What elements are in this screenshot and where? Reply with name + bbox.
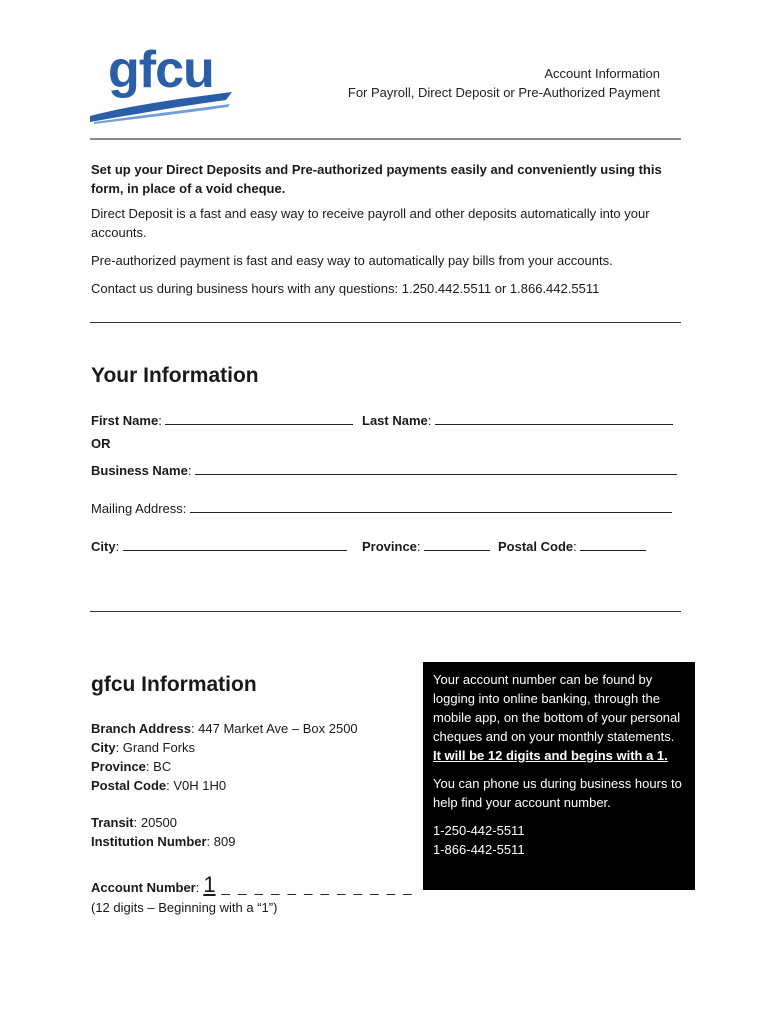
branch-city: City: Grand Forks: [91, 740, 196, 755]
account-digit-blanks[interactable]: _ _ _ _ _ _ _ _ _ _ _ _: [221, 879, 414, 896]
mailing-address-line[interactable]: [190, 499, 672, 513]
section-divider-1: [90, 322, 681, 323]
city-label: City: [91, 539, 116, 554]
branch-postal-code: Postal Code: V0H 1H0: [91, 778, 227, 793]
gfcu-logo: [86, 42, 236, 122]
header-subtitle: For Payroll, Direct Deposit or Pre-Authorized Payment: [347, 85, 660, 100]
document-header: [348, 64, 660, 102]
account-number-label: Account Number: [91, 880, 196, 895]
callout-where-to-find: Your account number can be found by logging into online banking, through the mobile app, on the bottom of your personal cheques and on your monthly statements. It will be 12 digits and begins with a 1.: [433, 672, 681, 763]
province-field[interactable]: Province:: [362, 537, 490, 554]
postal-code-field[interactable]: Postal Code:: [498, 537, 646, 554]
last-name-label: Last Name: [362, 413, 428, 428]
gfcu-information-heading: gfcu Information: [91, 673, 257, 696]
intro-section: [91, 160, 681, 307]
city-field[interactable]: City:: [91, 537, 347, 554]
branch-province: Province: BC: [91, 759, 172, 774]
your-information-heading: Your Information: [91, 364, 259, 387]
business-name-line[interactable]: [195, 461, 677, 475]
account-number-field[interactable]: Account Number: 1 _ _ _ _ _ _ _ _ _ _ _ _: [91, 872, 414, 897]
province-label: Province: [362, 539, 417, 554]
branch-info: [91, 719, 358, 795]
branch-address: Branch Address: 447 Market Ave – Box 2500: [91, 721, 358, 736]
logo-swoosh-icon: [86, 84, 236, 124]
logo-text: gfcu: [108, 41, 214, 99]
account-help-callout: [423, 662, 695, 890]
callout-phone-2: 1-866-442-5511: [433, 842, 525, 857]
first-name-line[interactable]: [165, 411, 353, 425]
account-number-note: (12 digits – Beginning with a “1”): [91, 900, 278, 915]
or-label: OR: [91, 436, 111, 451]
province-line[interactable]: [424, 537, 490, 551]
callout-phone-help: You can phone us during business hours to help find your account number.: [433, 776, 682, 810]
intro-contact: Contact us during business hours with any questions: 1.250.442.5511 or 1.866.442.5511: [91, 281, 600, 296]
first-name-label: First Name: [91, 413, 159, 428]
business-name-label: Business Name: [91, 463, 188, 478]
intro-direct-deposit: Direct Deposit is a fast and easy way to receive payroll and other deposits automatically into your accounts.: [91, 206, 650, 240]
callout-phone-1: 1-250-442-5511: [433, 823, 525, 838]
business-name-field[interactable]: Business Name:: [91, 461, 677, 478]
intro-preauthorized: Pre-authorized payment is fast and easy way to automatically pay bills from your accounts.: [91, 253, 613, 268]
institution-number: Institution Number: 809: [91, 834, 236, 849]
header-title: Account Information: [544, 66, 660, 81]
postal-code-line[interactable]: [580, 537, 646, 551]
transit-number: Transit: 20500: [91, 815, 178, 830]
city-line[interactable]: [123, 537, 347, 551]
intro-lead: Set up your Direct Deposits and Pre-authorized payments easily and conveniently using this form, in place of a void cheque.: [91, 162, 662, 196]
header-divider: [90, 138, 681, 140]
account-first-digit: 1: [203, 872, 216, 897]
routing-info: [91, 813, 235, 851]
section-divider-2: [90, 611, 681, 612]
mailing-address-label: Mailing Address: [91, 501, 183, 516]
callout-emphasis: It will be 12 digits and begins with a 1.: [433, 748, 668, 763]
mailing-address-field[interactable]: Mailing Address:: [91, 499, 672, 516]
postal-code-label: Postal Code: [498, 539, 574, 554]
first-name-field[interactable]: First Name:: [91, 411, 353, 428]
last-name-line[interactable]: [435, 411, 673, 425]
last-name-field[interactable]: Last Name:: [362, 411, 673, 428]
